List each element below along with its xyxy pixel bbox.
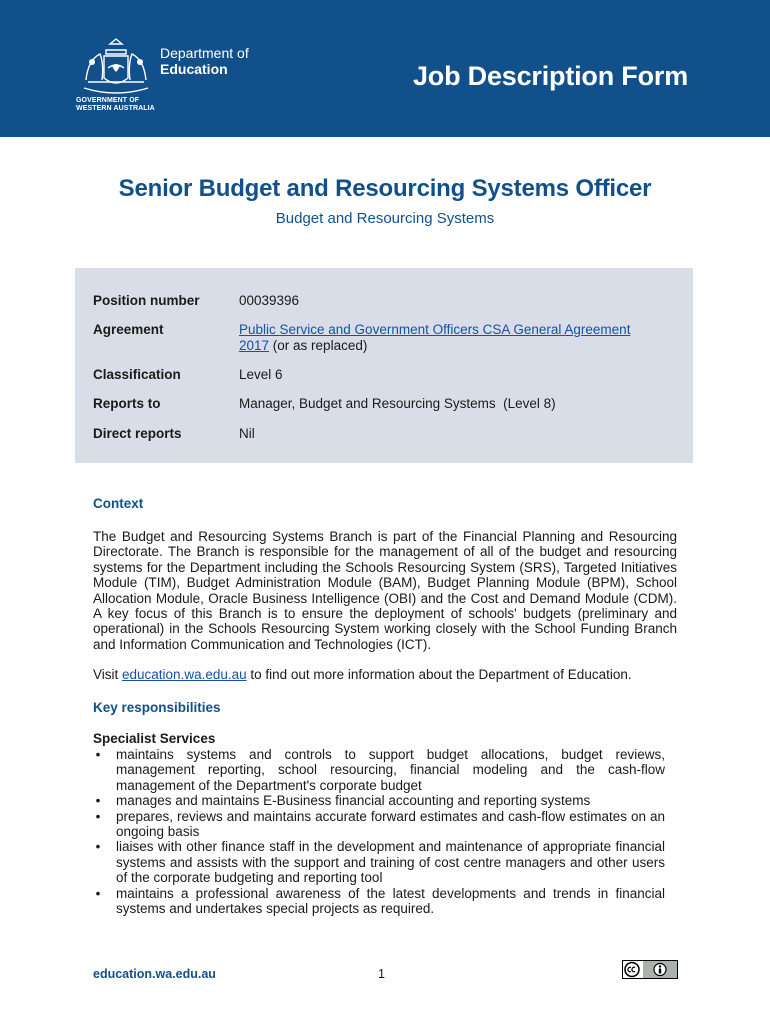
agreement-link[interactable]: Public Service and Government Officers CSA General Agreement — [239, 322, 631, 337]
footer-url: education.wa.edu.au — [93, 967, 216, 981]
specialist-services-heading: Specialist Services — [93, 731, 216, 746]
bullet-icon: • — [95, 793, 101, 809]
wa-coat-of-arms-logo — [78, 36, 154, 100]
creative-commons-license-icon — [622, 960, 678, 979]
visit-suffix: to find out more information about the Department of Education. — [246, 667, 632, 682]
department-name — [160, 45, 249, 77]
context-body: The Budget and Resourcing Systems Branch is part of the Financial Planning and Resourcing Directorate. The Branch is responsible for the management of all of the budget and resourcing systems for the Department including the Schools Resourcing System (SRS), Targeted Initiatives Module (TIM), Budget Administration Module (BAM), Budget Planning Module (BPM), School Allocation Module, Oracle Business Intelligence (OBI) and the Cost and Demand Module (CDM). A key focus of this Branch is to ensure the deployment of schools' budgets (preliminary and operational) in the Schools Resourcing System working closely with the School Funding Branch and Information Communication and Technologies (ICT). — [93, 529, 677, 652]
direct-reports-value: Nil — [239, 426, 255, 441]
responsibilities-heading: Key responsibilities — [93, 700, 221, 715]
agreement-value — [239, 322, 679, 354]
list-item-text: manages and maintains E-Business financial accounting and reporting systems — [116, 793, 591, 809]
job-title: Senior Budget and Resourcing Systems Officer — [118, 175, 652, 202]
classification-label: Classification — [93, 367, 181, 382]
position-info-box — [75, 268, 693, 463]
list-item-text: maintains systems and controls to support budget allocations, budget reviews, management reporting, school resourcing, financial modeling and the cash-flow management of the Department's corporate budget — [116, 747, 665, 793]
direct-reports-label: Direct reports — [93, 426, 182, 441]
list-item-text: prepares, reviews and maintains accurate forward estimates and cash-flow estimates on an ongoing basis — [116, 808, 665, 840]
list-item-text: liaises with other finance staff in the development and maintenance of appropriate financial systems and assists with the support and training of cost centre managers and other users of the corporate budgeting and reporting tool — [116, 839, 665, 886]
gov-line2: WESTERN AUSTRALIA — [76, 105, 155, 112]
list-item — [93, 809, 665, 840]
list-item — [93, 886, 665, 917]
reports-to-value: Manager, Budget and Resourcing Systems (Level 8) — [239, 396, 556, 411]
reports-to-label: Reports to — [93, 396, 161, 411]
bullet-icon: • — [95, 808, 101, 824]
dept-line1: Department of — [160, 45, 249, 61]
classification-value: Level 6 — [239, 367, 283, 382]
responsibilities-list — [93, 747, 665, 916]
agreement-label: Agreement — [93, 322, 164, 337]
dept-line2: Education — [160, 61, 228, 77]
position-number-value: 00039396 — [239, 293, 300, 308]
gov-line1: GOVERNMENT OF — [76, 97, 140, 104]
list-item — [93, 747, 665, 793]
visit-link[interactable]: education.wa.edu.au — [122, 667, 247, 682]
visit-prefix: Visit — [93, 667, 123, 682]
bullet-icon: • — [95, 885, 101, 901]
position-number-label: Position number — [93, 293, 200, 308]
context-heading: Context — [93, 496, 144, 511]
list-item-text: maintains a professional awareness of the latest developments and trends in financial systems and undertakes special projects as required. — [116, 885, 665, 917]
bullet-icon: • — [95, 839, 101, 855]
header-banner — [0, 0, 770, 137]
job-subtitle: Budget and Resourcing Systems — [275, 210, 495, 227]
list-item — [93, 793, 665, 808]
visit-line — [93, 667, 693, 683]
form-title: Job Description Form — [412, 61, 688, 91]
page-number: 1 — [378, 967, 385, 981]
agreement-suffix: (or as replaced) — [269, 338, 368, 353]
agreement-link-year[interactable]: 2017 — [239, 338, 270, 353]
government-of-wa-text — [76, 97, 166, 113]
list-item — [93, 839, 665, 885]
bullet-icon: • — [95, 747, 101, 762]
